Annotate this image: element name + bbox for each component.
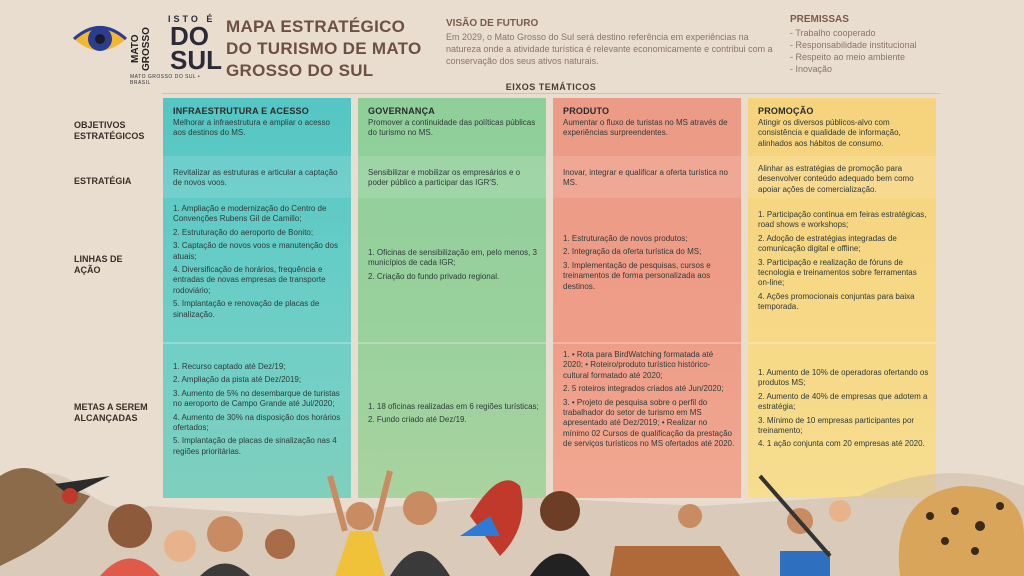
- column-promocao: [748, 98, 936, 498]
- row-divider: [358, 342, 546, 344]
- estrategia-text: Sensibilizar e mobilizar os empresários e o poder público a participar das IGR'S.: [368, 168, 521, 188]
- row-label-objetivos: OBJETIVOS ESTRATÉGICOS: [74, 120, 145, 141]
- list-item: 4. Diversificação de horários, frequência e entradas de novas empresas de transporte rodoviário;: [173, 265, 326, 295]
- list-item: 4. Ações promocionais conjuntas para baixa temporada.: [758, 291, 915, 312]
- logo: [70, 14, 222, 86]
- row-label-estrategia: ESTRATÉGIA: [74, 176, 132, 186]
- metas-list: [368, 402, 540, 429]
- list-item: 1. Ampliação e modernização do Centro de Convenções Rubens Gil de Camillo;: [173, 204, 327, 224]
- column-governanca: [358, 98, 546, 498]
- list-item: 3. Mínimo de 10 empresas participantes por treinamento;: [758, 415, 915, 436]
- column-title: GOVERNANÇA: [368, 106, 436, 116]
- list-item: 4. 1 ação conjunta com 20 empresas até 2020.: [758, 439, 925, 449]
- jaguar-icon: [899, 486, 1024, 576]
- premissas-block: [790, 14, 970, 75]
- list-item: 1. Oficinas de sensibilização em, pelo menos, 3 municípios de cada IGR;: [368, 248, 537, 268]
- eixos-tematicos-label: EIXOS TEMÁTICOS: [505, 82, 597, 92]
- list-item: 2. Fundo criado até Dez/19.: [368, 415, 467, 425]
- logo-tagline: MATO GROSSO DO SUL • BRASIL: [130, 74, 201, 86]
- list-item: 1. Participação contínua em feiras estratégicas, road shows e workshops;: [758, 210, 927, 230]
- list-item: 3. Participação e realização de fóruns de tecnologia e treinamentos sobre ferramentas on-line;: [758, 257, 917, 288]
- logo-mato-grosso: MATO GROSSO: [130, 27, 152, 71]
- list-item: 3. Captação de novos voos e manutenção dos atuais;: [173, 241, 338, 261]
- objetivo-text: Atingir os diversos públicos-alvo com consistência e qualidade de informação, alinhados aos hábitos de consumo.: [758, 118, 901, 148]
- premissa-item: - Respeito ao meio ambiente: [790, 52, 906, 62]
- estrategia-text: Alinhar as estratégias de promoção para desenvolver conteúdo adequado bem como apoiar ações de comercialização.: [758, 164, 914, 194]
- list-item: 2. Ampliação da pista até Dez/2019;: [173, 375, 302, 385]
- list-item: 2. Adoção de estratégias integradas de comunicação digital e offline;: [758, 233, 897, 254]
- row-divider: [553, 342, 741, 344]
- divider: [162, 93, 940, 94]
- objetivo-text: Aumentar o fluxo de turistas no MS através de experiências surpreendentes.: [563, 118, 728, 138]
- row-label-metas: METAS A SEREM ALCANÇADAS: [74, 402, 148, 423]
- column-infraestrutura: [163, 98, 351, 498]
- bird-icon: [0, 468, 110, 566]
- objetivo-text: Melhorar a infraestrutura e ampliar o acesso aos destinos do MS.: [173, 118, 330, 138]
- list-item: 3. • Projeto de pesquisa sobre o perfil do trabalhador do setor de turismo em MS apresentado até Dez/2019; • Realizar no mínimo 02 Cursos de qualificação da prestação de serviços turísticos no MS ofertados até 2020.: [563, 397, 735, 449]
- column-title: PROMOÇÃO: [758, 106, 814, 116]
- column-title: INFRAESTRUTURA E ACESSO: [173, 106, 309, 116]
- list-item: 3. Implementação de pesquisas, cursos e treinamentos de forma personalizada aos destinos.: [563, 260, 711, 291]
- list-item: 3. Aumento de 5% no desembarque de turistas no aeroporto de Campo Grande até Jul/2020;: [173, 388, 340, 409]
- column-produto: [553, 98, 741, 498]
- list-item: 1. Aumento de 10% de operadoras ofertando os produtos MS;: [758, 368, 929, 388]
- metas-list: [563, 350, 735, 453]
- vision-text: Em 2029, o Mato Grosso do Sul será destino referência em experiências na natureza onde a atividade turística é relevante economicamente e contribui com a conservação dos seus ativos naturais.: [446, 32, 773, 66]
- list-item: 2. Estruturação do aeroporto de Bonito;: [173, 227, 314, 237]
- linhas-list: [563, 234, 735, 295]
- list-item: 1. Estruturação de novos produtos;: [563, 234, 688, 243]
- list-item: 1. Recurso captado até Dez/19;: [173, 362, 286, 371]
- estrategia-text: Inovar, integrar e qualificar a oferta turística no MS.: [563, 168, 728, 188]
- row-divider: [748, 342, 936, 344]
- objetivo-text: Promover a continuidade das políticas públicas do turismo no MS.: [368, 118, 536, 138]
- list-item: 2. Aumento de 40% de empresas que adotem a estratégia;: [758, 391, 928, 412]
- column-title: PRODUTO: [563, 106, 610, 116]
- row-divider: [163, 342, 351, 344]
- metas-list: [173, 362, 345, 460]
- row-label-linhas: LINHAS DE AÇÃO: [74, 254, 123, 275]
- estrategia-text: Revitalizar as estruturas e articular a captação de novos voos.: [173, 168, 338, 188]
- list-item: 1. • Rota para BirdWatching formatada até 2020; • Roteiro/produto turístico histórico-cultural formatado até 2020;: [563, 350, 714, 380]
- premissa-item: - Inovação: [790, 64, 833, 74]
- list-item: 1. 18 oficinas realizadas em 6 regiões turísticas;: [368, 402, 539, 411]
- list-item: 2. Integração da oferta turística do MS;: [563, 247, 702, 257]
- list-item: 2. 5 roteiros integrados criados até Jun/2020;: [563, 384, 724, 394]
- page-title: MAPA ESTRATÉGICO DO TURISMO DE MATO GROSSO DO SUL: [226, 17, 422, 80]
- premissas-heading: PREMISSAS: [790, 14, 849, 25]
- premissa-item: - Trabalho cooperado: [790, 28, 876, 38]
- list-item: 5. Implantação e renovação de placas de sinalização.: [173, 299, 320, 319]
- metas-list: [758, 368, 930, 453]
- logo-do: DO: [170, 21, 209, 51]
- linhas-list: [173, 204, 345, 323]
- eye-icon: [70, 14, 130, 64]
- linhas-list: [368, 248, 540, 285]
- linhas-list: [758, 210, 930, 316]
- vision-block: [446, 18, 786, 67]
- list-item: 2. Criação do fundo privado regional.: [368, 271, 500, 281]
- list-item: 4. Aumento de 30% na disposição dos horários ofertados;: [173, 412, 341, 433]
- list-item: 5. Implantação de placas de sinalização nas 4 regiões prioritárias.: [173, 436, 337, 456]
- logo-sul: SUL: [170, 45, 222, 75]
- logo-istoe: ISTO É: [168, 14, 216, 24]
- vision-heading: VISÃO DE FUTURO: [446, 18, 539, 29]
- premissa-item: - Responsabilidade institucional: [790, 40, 917, 50]
